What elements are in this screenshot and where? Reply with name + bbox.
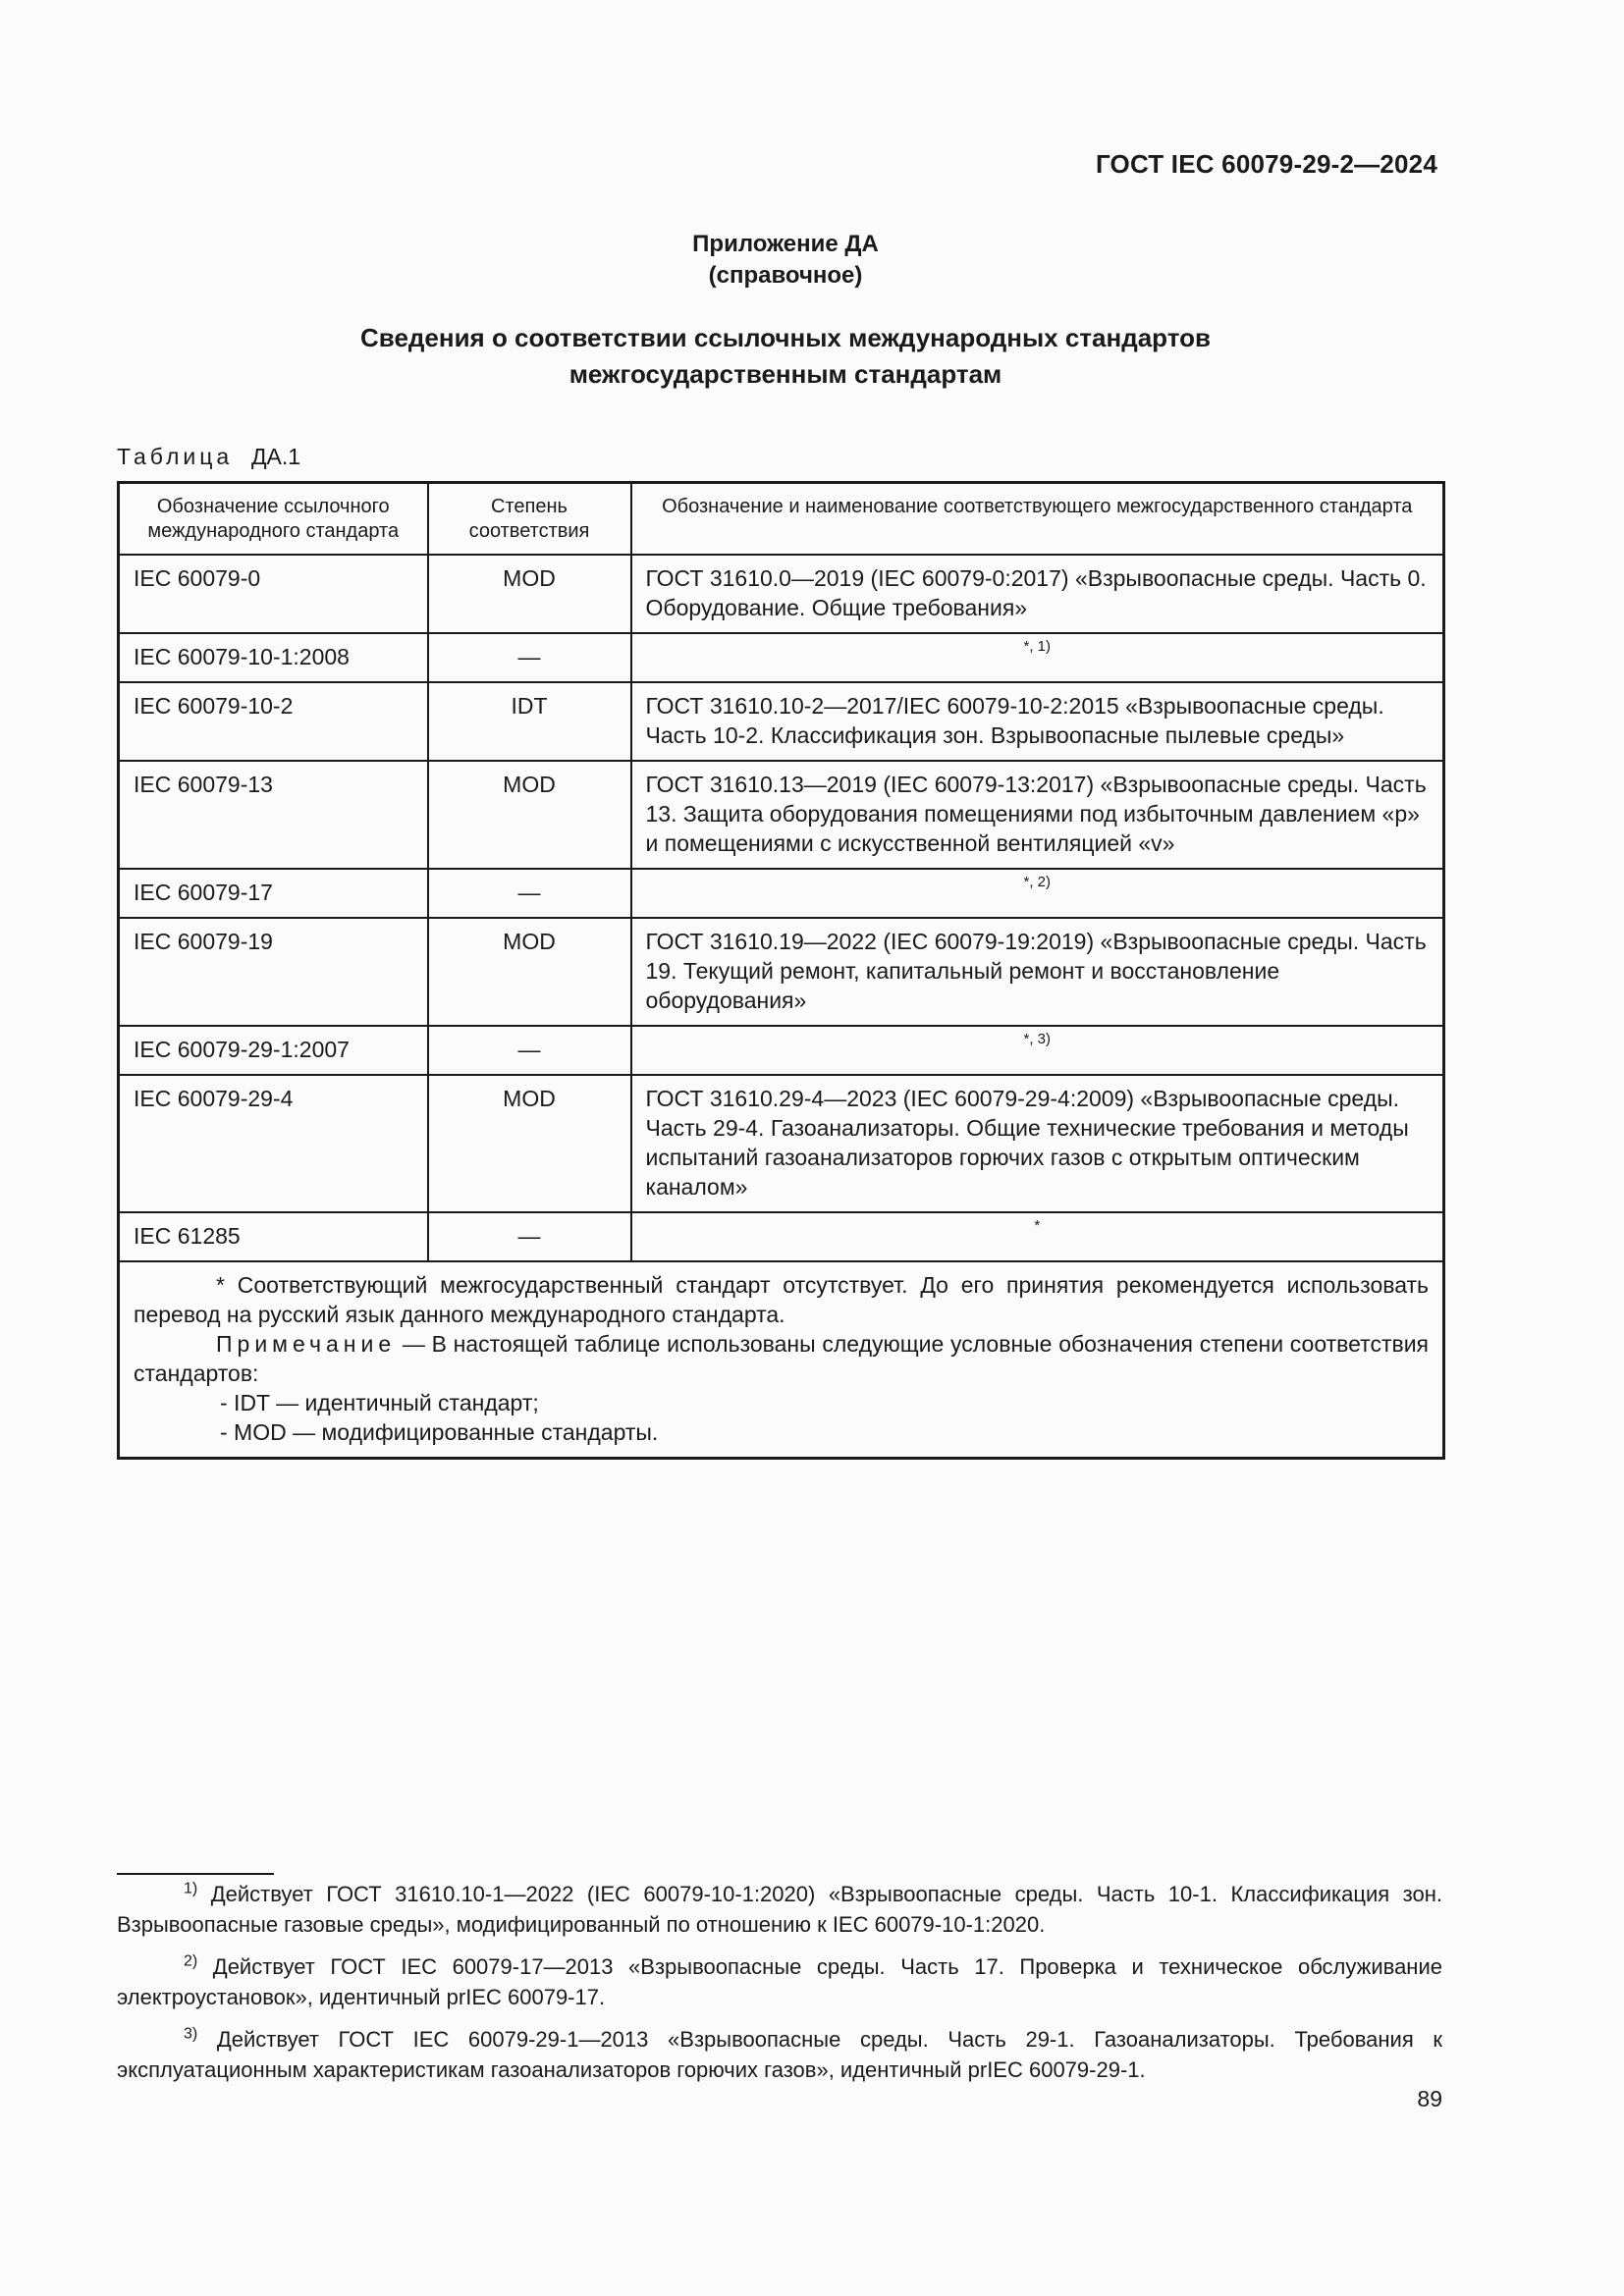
footnote-mark: 1) [184,1880,198,1897]
cell-degree: MOD [428,761,631,869]
footnote-mark: 3) [184,2025,198,2043]
footnote-2 [117,1951,1442,2012]
cell-intl-standard: IEC 60079-13 [119,761,428,869]
table-notes [119,1261,1444,1459]
cell-intl-standard: IEC 60079-10-1:2008 [119,633,428,682]
table-header-row [119,483,1444,556]
note-item-idt: - IDT — идентичный стандарт; [220,1390,539,1415]
table-row [119,918,1444,1026]
cell-degree: — [428,1026,631,1075]
cell-national-standard: *, 3) [631,1026,1444,1075]
note-text: — В настоящей таблице использованы следующие условные обозначения степени соответствия стандартов: [134,1331,1429,1386]
cell-degree: MOD [428,555,631,633]
cell-degree: IDT [428,682,631,761]
table-row [119,1212,1444,1261]
cell-national-standard: * [631,1212,1444,1261]
appendix-heading [0,229,1571,292]
cell-national-standard: *, 1) [631,633,1444,682]
header-national-standard: Обозначение и наименование соответствующего межгосударственного стандарта [631,483,1444,556]
appendix-title-line-2: межгосударственным стандартам [568,359,1002,389]
document-code: ГОСТ IEC 60079-29-2—2024 [1095,149,1437,179]
cell-intl-standard: IEC 60079-10-2 [119,682,428,761]
cell-national-standard: ГОСТ 31610.10-2—2017/IEC 60079-10-2:2015 «Взрывоопасные среды. Часть 10-2. Классификация зон. Взрывоопасные пылевые среды» [631,682,1444,761]
cell-intl-standard: IEC 61285 [119,1212,428,1261]
cell-intl-standard: IEC 60079-17 [119,869,428,918]
appendix-status: (справочное) [708,262,863,289]
cell-national-standard: ГОСТ 31610.19—2022 (IEC 60079-19:2019) «Взрывоопасные среды. Часть 19. Текущий ремонт, капитальный ремонт и восстановление оборудования» [631,918,1444,1026]
note-star: * Соответствующий межгосударственный стандарт отсутствует. До его принятия рекомендуется использовать перевод на русский язык данного международного стандарта. [134,1272,1429,1327]
table-label-word: Таблица [117,444,234,469]
cell-national-standard: ГОСТ 31610.29-4—2023 (IEC 60079-29-4:2009) «Взрывоопасные среды. Часть 29-4. Газоанализаторы. Общие технические требования и методы испытаний газоанализаторов горючих газов с открытым оптическим каналом» [631,1075,1444,1212]
cell-intl-standard: IEC 60079-29-4 [119,1075,428,1212]
footnotes [117,1879,1442,2097]
header-intl-standard: Обозначение ссылочного международного стандарта [119,483,428,556]
footnote-3 [117,2024,1442,2085]
appendix-name: Приложение ДА [692,231,879,257]
footnote-text: Действует ГОСТ IEC 60079-17—2013 «Взрывоопасные среды. Часть 17. Проверка и техническое обслуживание электроустановок», идентичный prIEC 60079-17. [117,1954,1442,2009]
table-row [119,555,1444,633]
note-item-mod: - MOD — модифицированные стандарты. [220,1419,659,1445]
table-row [119,1026,1444,1075]
cell-degree: — [428,1212,631,1261]
cell-degree: — [428,633,631,682]
footnote-mark: 2) [184,1952,198,1970]
footnote-text: Действует ГОСТ IEC 60079-29-1—2013 «Взрывоопасные среды. Часть 29-1. Газоанализаторы. Требования к эксплуатационным характеристикам газоанализаторов горючих газов», идентичный prIEC 60079-29-1. [117,2027,1442,2082]
table-row [119,869,1444,918]
appendix-title-line-1: Сведения о соответствии ссылочных международных стандартов [360,323,1211,352]
appendix-title [0,320,1571,393]
note-label: Примечание [216,1331,397,1357]
cell-national-standard: ГОСТ 31610.13—2019 (IEC 60079-13:2017) «Взрывоопасные среды. Часть 13. Защита оборудования помещениями под избыточным давлением «p» и помещениями с искусственной вентиляцией «v» [631,761,1444,869]
footnote-text: Действует ГОСТ 31610.10-1—2022 (IEC 60079-10-1:2020) «Взрывоопасные среды. Часть 10-1. Классификация зон. Взрывоопасные газовые среды», модифицированный по отношению к IEC 60079-10-1:2020. [117,1882,1442,1937]
cell-degree: MOD [428,918,631,1026]
reference-table [117,481,1445,1460]
footnote-1 [117,1879,1442,1940]
note-paragraph [134,1329,1429,1388]
table-label [117,444,300,470]
header-degree: Степень соответствия [428,483,631,556]
table-notes-row [119,1261,1444,1459]
table-row [119,1075,1444,1212]
cell-degree: — [428,869,631,918]
cell-national-standard: ГОСТ 31610.0—2019 (IEC 60079-0:2017) «Взрывоопасные среды. Часть 0. Оборудование. Общие требования» [631,555,1444,633]
table-label-number: ДА.1 [250,444,301,469]
cell-degree: MOD [428,1075,631,1212]
cell-intl-standard: IEC 60079-29-1:2007 [119,1026,428,1075]
table-row [119,633,1444,682]
cell-intl-standard: IEC 60079-0 [119,555,428,633]
page-number: 89 [1417,2086,1442,2111]
cell-national-standard: *, 2) [631,869,1444,918]
table-row [119,682,1444,761]
footnote-separator [117,1873,274,1875]
cell-intl-standard: IEC 60079-19 [119,918,428,1026]
table-row [119,761,1444,869]
